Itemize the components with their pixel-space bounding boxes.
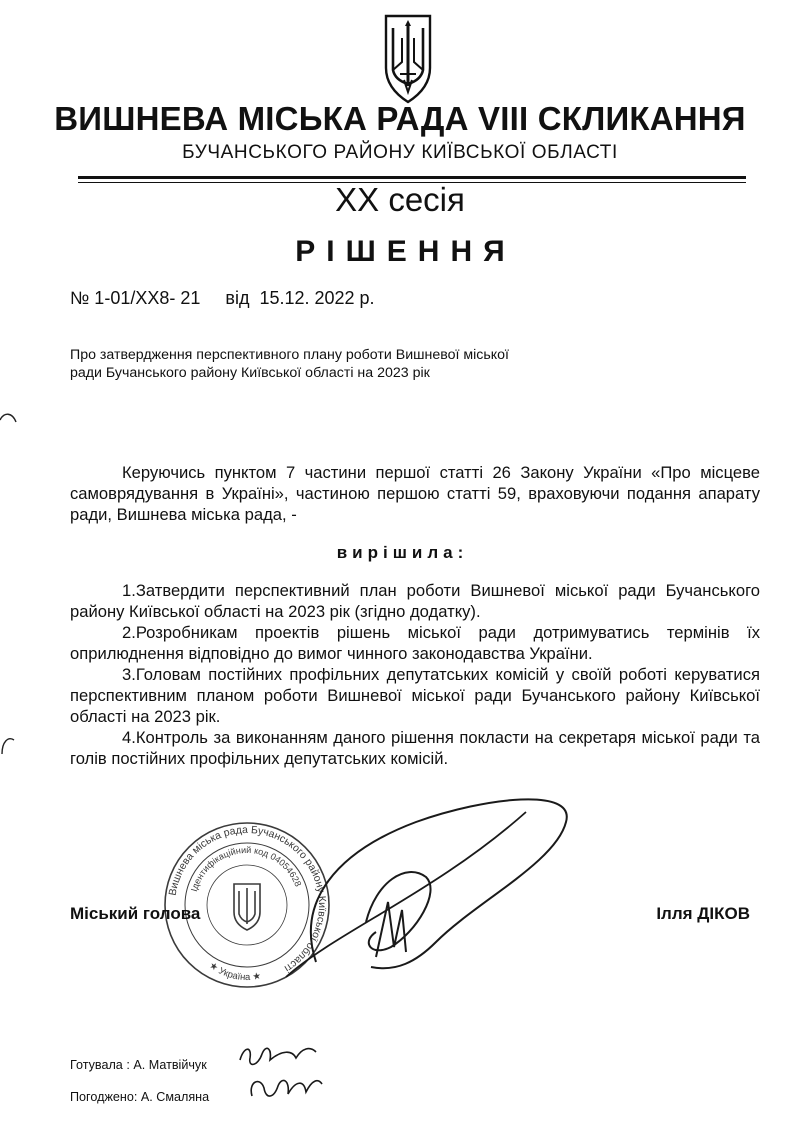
session-label: XX сесія bbox=[335, 181, 465, 218]
decision-items bbox=[70, 580, 760, 769]
decision-item-2: 2.Розробникам проектів рішень міської ради дотримуватись термінів їх оприлюднення відповідно до вимог чинного законодавства України. bbox=[70, 623, 760, 663]
decision-heading: РІШЕННЯ bbox=[295, 235, 516, 268]
document-number-date: № 1-01/XX8- 21 від 15.12. 2022 р. bbox=[70, 288, 375, 308]
decision-item-3: 3.Головам постійних профільних депутатських комісій у своїй роботі керуватися перспективним планом роботи Вишневої міської ради Бучанського району Київської області на 2023 рік. bbox=[70, 665, 760, 726]
prepared-signature bbox=[236, 1040, 321, 1072]
header-rule-thick bbox=[78, 176, 746, 179]
stamp-trident-icon bbox=[234, 884, 260, 930]
mayor-title: Міський голова bbox=[70, 904, 201, 923]
mayor-name: Ілля ДІКОВ bbox=[656, 904, 750, 923]
prepared-by: Готувала : А. Матвійчук bbox=[70, 1058, 207, 1072]
stamp-inner-text: Ідентифікаційний код 04054628 bbox=[188, 844, 304, 893]
decision-subject: Про затвердження перспективного плану роботи Вишневої міської ради Бучанського району Київської області на 2023 рік bbox=[70, 347, 509, 381]
approved-signature bbox=[246, 1070, 326, 1106]
resolved-heading: вирішила: bbox=[336, 543, 469, 562]
decision-item-4: 4.Контроль за виконанням даного рішення покласти на секретаря міської ради та голів постійних профільних депутатських комісій. bbox=[70, 728, 760, 768]
decision-item-1: 1.Затвердити перспективний план роботи Вишневої міської ради Бучанського району Київської області на 2023 рік (згідно додатку). bbox=[70, 581, 760, 621]
stamp-outer-text: Вишнева міська рада Бучанського району Київської області bbox=[166, 823, 329, 975]
council-subtitle: БУЧАНСЬКОГО РАЙОНУ КИЇВСЬКОЇ ОБЛАСТІ bbox=[182, 142, 618, 163]
council-title: ВИШНЕВА МІСЬКА РАДА VIII СКЛИКАННЯ bbox=[54, 100, 746, 137]
approved-by: Погоджено: А. Смаляна bbox=[70, 1090, 210, 1104]
preamble-paragraph: Керуючись пунктом 7 частини першої статті 26 Закону України «Про місцеве самоврядування в Україні», частиною першою статті 59, враховуючи подання апарату ради, Вишнева міська рада, - bbox=[70, 463, 760, 524]
binder-hole-mark bbox=[0, 734, 18, 756]
mayor-signature bbox=[276, 782, 586, 987]
stamp-bottom-text: ★ Україна ★ bbox=[206, 959, 262, 984]
trident-icon bbox=[383, 12, 433, 104]
binder-hole-mark bbox=[0, 408, 18, 430]
